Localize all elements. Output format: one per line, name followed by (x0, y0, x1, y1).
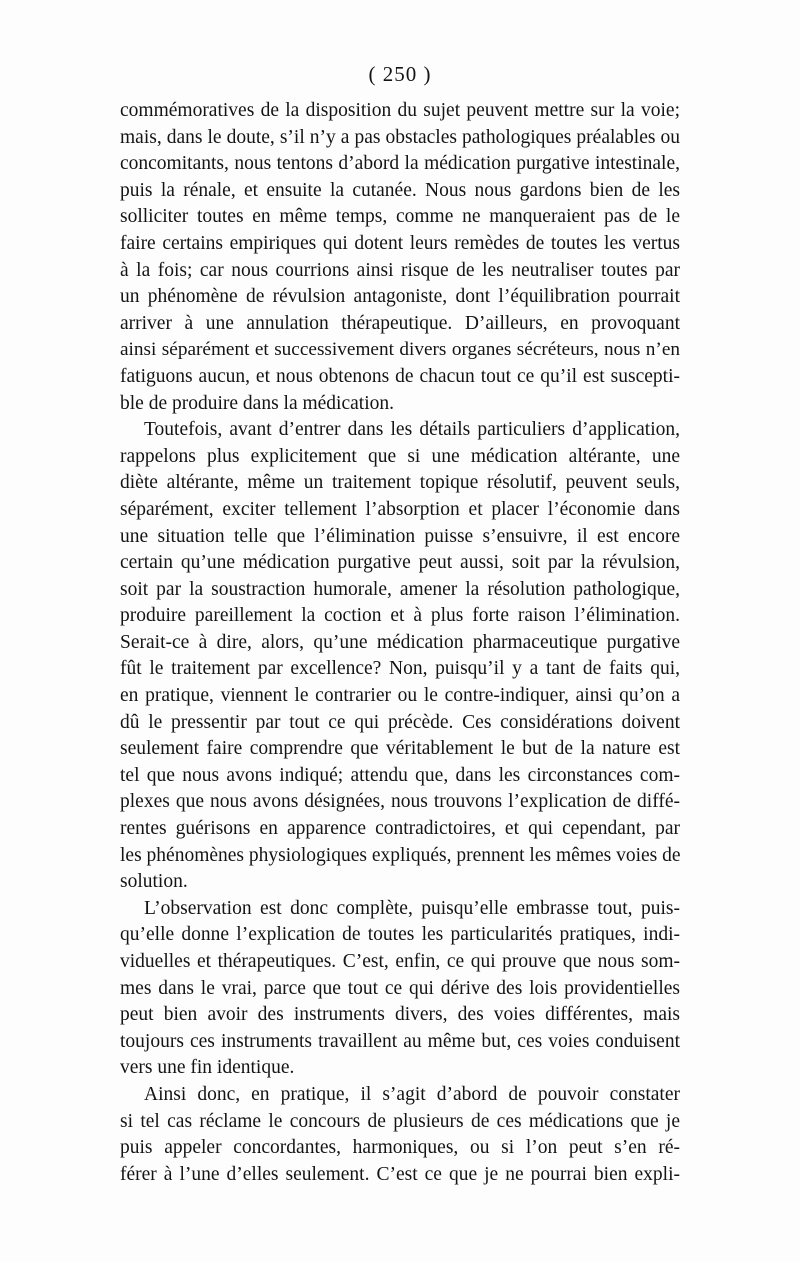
text-line: solution. (120, 871, 188, 893)
text-line: Serait-ce à dire, alors, qu’une médication pharmaceutique purgative (120, 631, 680, 653)
text-line: commémoratives de la disposition du sujet peuvent mettre sur la voie; (120, 100, 680, 121)
text-line: concomitants, nous tentons d’abord la médication purgative intestinale, (120, 153, 680, 175)
text-line: arriver à une annulation thérapeutique. D’ailleurs, en provoquant (120, 312, 680, 334)
text-line: rentes guérisons en apparence contradictoires, et qui cependant, par (120, 818, 680, 840)
text-line: une situation telle que l’élimination puisse s’ensuivre, il est encore (120, 525, 680, 547)
text-line: Ainsi donc, en pratique, il s’agit d’abord de pouvoir constater (144, 1083, 680, 1105)
text-line: mais, dans le doute, s’il n’y a pas obstacles pathologiques préalables ou (120, 126, 680, 148)
body-text (120, 98, 680, 1188)
text-line: fût le traitement par excellence? Non, puisqu’il y a tant de faits qui, (120, 658, 680, 680)
text-line: solliciter toutes en même temps, comme ne manqueraient pas de le (120, 206, 680, 228)
text-line: faire certains empiriques qui dotent leurs remèdes de toutes les vertus (120, 232, 680, 254)
text-line: séparément, exciter tellement l’absorption et placer l’économie dans (120, 498, 680, 520)
text-line: tel que nous avons indiqué; attendu que, dans les circonstances com- (120, 764, 680, 786)
text-line: puis la rénale, et ensuite la cutanée. Nous nous gardons bien de les (120, 179, 680, 201)
text-line: L’observation est donc complète, puisqu’elle embrasse tout, puis- (144, 897, 680, 919)
text-line: qu’elle donne l’explication de toutes les particularités pratiques, indi- (120, 924, 680, 946)
text-line: ainsi séparément et successivement divers organes sécréteurs, nous n’en (120, 339, 680, 361)
text-line: vers une fin identique. (120, 1057, 295, 1079)
text-line: plexes que nous avons désignées, nous trouvons l’explication de diffé- (120, 791, 680, 813)
text-line: un phénomène de révulsion antagoniste, dont l’équilibration pourrait (120, 286, 680, 308)
text-line: en pratique, viennent le contrarier ou le contre-indiquer, ainsi qu’on a (120, 685, 680, 707)
text-line: fatiguons aucun, et nous obtenons de chacun tout ce qu’il est suscepti- (120, 365, 680, 387)
text-line: dû le pressentir par tout ce qui précède. Ces considérations doivent (120, 711, 680, 733)
text-line: diète altérante, même un traitement topique résolutif, peuvent seuls, (120, 472, 680, 494)
text-line: si tel cas réclame le concours de plusieurs de ces médications que je (120, 1110, 680, 1132)
text-line: viduelles et thérapeutiques. C’est, enfin, ce qui prouve que nous som- (120, 951, 680, 972)
text-line: peut bien avoir des instruments divers, des voies différentes, mais (120, 1004, 680, 1026)
text-line: seulement faire comprendre que véritablement le but de la nature est (120, 738, 680, 760)
text-line: férer à l’une d’elles seulement. C’est ce que je ne pourrai bien expli- (120, 1163, 680, 1185)
page-number: ( 250 ) (368, 62, 432, 86)
text-line: certain qu’une médication purgative peut aussi, soit par la révulsion, (120, 552, 680, 574)
text-line: produire pareillement la coction et à plus forte raison l’élimination. (120, 605, 680, 627)
text-line: Toutefois, avant d’entrer dans les détails particuliers d’application, (144, 419, 680, 441)
text-line: puis appeler concordantes, harmoniques, ou si l’on peut s’en ré- (120, 1137, 680, 1159)
text-line: soit par la soustraction humorale, amener la résolution pathologique, (120, 578, 680, 600)
text-line: ble de produire dans la médication. (120, 392, 394, 414)
text-line: mes dans le vrai, parce que tout ce qui dérive des lois providentielles (120, 977, 680, 999)
text-line: rappelons plus explicitement que si une médication altérante, une (120, 445, 680, 467)
text-line: toujours ces instruments travaillent au même but, ces voies conduisent (120, 1030, 680, 1052)
text-line: à la fois; car nous courrions ainsi risque de les neutraliser toutes par (120, 259, 680, 281)
text-line: les phénomènes physiologiques expliqués, prennent les mêmes voies de (120, 844, 681, 866)
